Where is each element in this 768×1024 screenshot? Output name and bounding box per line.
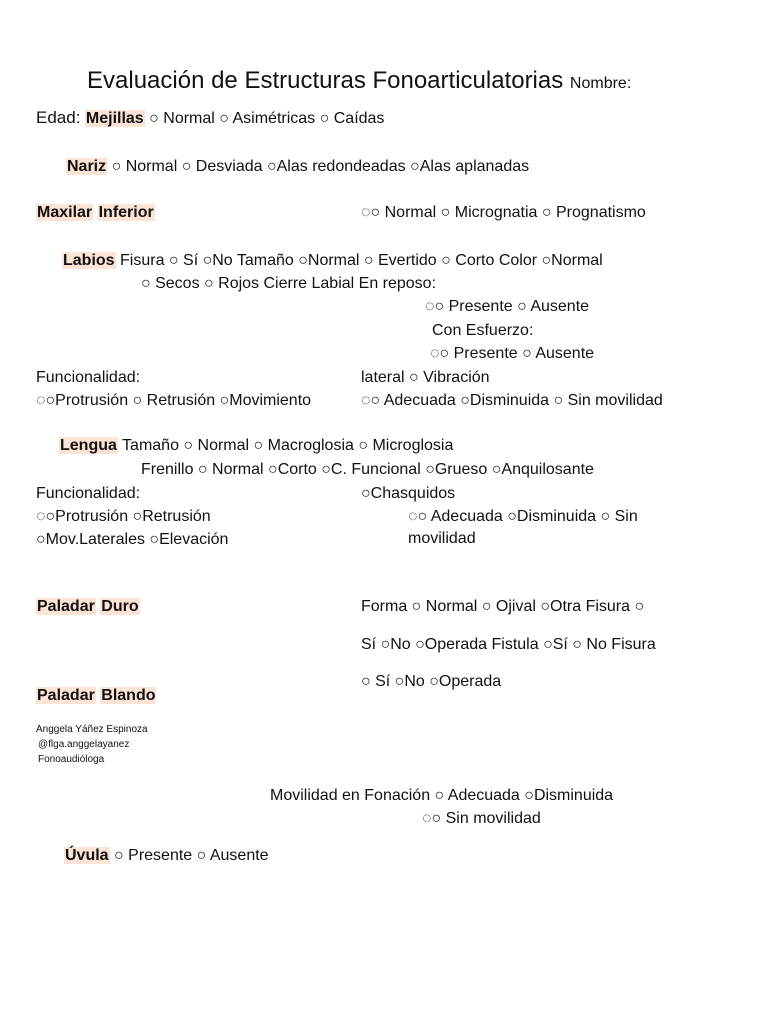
edad-label: Edad: xyxy=(36,108,81,127)
mejillas-label: Mejillas xyxy=(85,110,144,127)
labios-line1[interactable]: Fisura ○ Sí ○No Tamaño ○Normal ○ Evertido ○ Corto Color ○Normal xyxy=(120,252,603,269)
labios-esfuerzo-label: Con Esfuerzo: xyxy=(432,322,534,339)
lengua-func-right1[interactable]: ○Chasquidos xyxy=(361,485,456,502)
lengua-label: Lengua xyxy=(60,437,117,454)
nariz-label: Nariz xyxy=(67,158,107,175)
labios-esfuerzo-options[interactable]: ◌○ Presente ○ Ausente xyxy=(430,345,595,362)
lengua-func-label: Funcionalidad: xyxy=(36,485,141,502)
page-title xyxy=(87,67,631,98)
labios-label: Labios xyxy=(63,252,115,269)
labios-func-right2[interactable]: ◌○ Adecuada ○Disminuida ○ Sin movilidad xyxy=(361,392,663,409)
nombre-label: Nombre: xyxy=(569,75,632,92)
paladar-duro-line3[interactable]: ○ Sí ○No ○Operada xyxy=(361,673,502,690)
movilidad-line1[interactable]: Movilidad en Fonación ○ Adecuada ○Disminuida xyxy=(270,787,614,804)
inferior-label: Inferior xyxy=(98,204,154,221)
paladar-blando-label1: Paladar xyxy=(37,687,95,704)
lengua-func-left1[interactable]: ◌○Protrusión ○Retrusión xyxy=(36,508,211,525)
lengua-line2[interactable]: Frenillo ○ Normal ○Corto ○C. Funcional ○Grueso ○Anquilosante xyxy=(141,461,594,478)
labios-func-right1[interactable]: lateral ○ Vibración xyxy=(361,369,490,386)
title-text: Evaluación de Estructuras Fonoarticulatorias xyxy=(87,67,564,94)
labios-line2[interactable]: ○ Secos ○ Rojos Cierre Labial En reposo: xyxy=(141,275,437,292)
paladar-duro-line2[interactable]: Sí ○No ○Operada Fistula ○Sí ○ No Fisura xyxy=(361,636,656,653)
nariz-row xyxy=(66,157,529,177)
labios-row xyxy=(62,251,603,271)
paladar-duro-label2: Duro xyxy=(101,598,139,615)
signature-handle: @flga.anggelayanez xyxy=(38,739,130,750)
lengua-func-right3: movilidad xyxy=(408,530,476,547)
mejillas-row xyxy=(36,108,384,129)
paladar-blando-label-row xyxy=(36,686,156,706)
paladar-duro-label-row xyxy=(36,597,140,617)
maxilar-label: Maxilar xyxy=(37,204,93,221)
lengua-row xyxy=(59,436,453,456)
paladar-duro-line1[interactable]: Forma ○ Normal ○ Ojival ○Otra Fisura ○ xyxy=(361,598,645,615)
maxilar-options[interactable]: ◌○ Normal ○ Micrognatia ○ Prognatismo xyxy=(361,204,646,221)
uvula-label: Úvula xyxy=(65,847,109,864)
lengua-func-right2[interactable]: ◌○ Adecuada ○Disminuida ○ Sin xyxy=(408,508,638,525)
paladar-duro-label1: Paladar xyxy=(37,598,95,615)
labios-func-label: Funcionalidad: xyxy=(36,369,141,386)
lengua-func-left2[interactable]: ○Mov.Laterales ○Elevación xyxy=(36,531,229,548)
signature-role: Fonoaudióloga xyxy=(38,754,105,765)
maxilar-label-row xyxy=(36,203,155,223)
paladar-blando-label2: Blando xyxy=(101,687,156,704)
movilidad-line2[interactable]: ◌○ Sin movilidad xyxy=(422,810,541,827)
mejillas-options[interactable]: ○ Normal ○ Asimétricas ○ Caídas xyxy=(149,110,385,127)
labios-func-left[interactable]: ◌○Protrusión ○ Retrusión ○Movimiento xyxy=(36,392,312,409)
uvula-options[interactable]: ○ Presente ○ Ausente xyxy=(114,847,269,864)
labios-reposo-options[interactable]: ◌○ Presente ○ Ausente xyxy=(425,298,590,315)
signature-name: Anggela Yáñez Espinoza xyxy=(36,724,148,735)
lengua-line1[interactable]: Tamaño ○ Normal ○ Macroglosia ○ Microglosia xyxy=(122,437,454,454)
uvula-row xyxy=(64,846,269,866)
nariz-options[interactable]: ○ Normal ○ Desviada ○Alas redondeadas ○Alas aplanadas xyxy=(111,158,530,175)
